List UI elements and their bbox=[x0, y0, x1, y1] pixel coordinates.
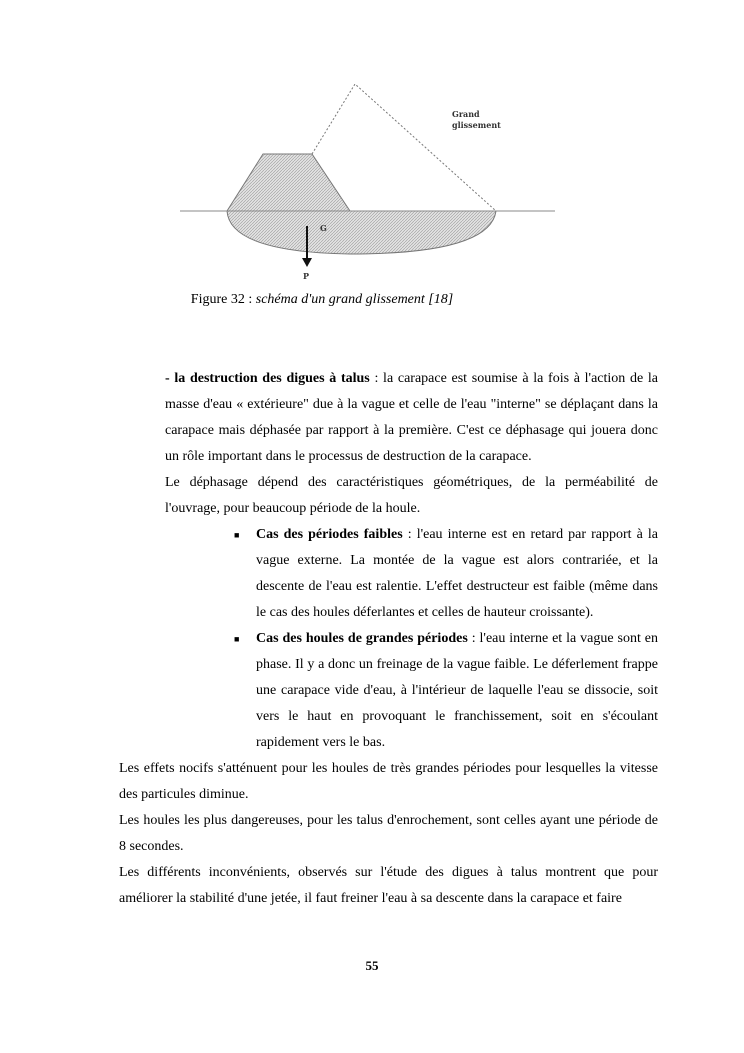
page-number: 55 bbox=[365, 958, 379, 973]
bullet-text: : l'eau interne est en retard par rapport à la vague externe. La montée de la vague est alors contrariée, et la descente de l'eau est ralentie. L'effet destructeur est faible (même dans le cas des houles déferlantes et celles de hauteur croissante). bbox=[256, 527, 658, 620]
bullet-square-icon bbox=[234, 522, 239, 548]
slide-diagram bbox=[150, 74, 570, 288]
paragraph: Les différents inconvénients, observés sur l'étude des digues à talus montrent que pour améliorer la stabilité d'une jetée, il faut freiner l'eau à sa descente dans la carapace et faire bbox=[119, 865, 658, 906]
grand-glissement-diagram bbox=[150, 74, 570, 288]
breakwater-section bbox=[227, 154, 350, 211]
paragraph: Les effets nocifs s'atténuent pour les houles de très grandes périodes pour lesquelles la vitesse des particules diminue. bbox=[119, 761, 658, 802]
phase-paragraph: Le déphasage dépend des caractéristiques géométriques, de la perméabilité de l'ouvrage, pour beaucoup période de la houle. bbox=[165, 475, 658, 516]
body-text bbox=[0, 366, 744, 912]
bullet-item bbox=[256, 522, 658, 626]
weight-arrowhead bbox=[302, 258, 312, 267]
bullet-square-icon bbox=[234, 626, 239, 652]
bullet-text: : l'eau interne et la vague sont en phase. Il y a donc un freinage de la vague faible. Le déferlement frappe une carapace vide d'eau, à l'intérieur de laquelle l'eau se dissocie, soit vers le haut en provoquant le franchissement, soit en s'écoulant rapidement vers le bas. bbox=[256, 631, 658, 750]
bullet-title: Cas des houles de grandes périodes bbox=[256, 631, 468, 646]
caption-title: schéma d'un grand glissement [18] bbox=[255, 292, 454, 307]
bullet-item bbox=[256, 626, 658, 756]
intro-paragraph bbox=[165, 366, 658, 470]
paragraph: Les houles les plus dangereuses, pour les talus d'enrochement, sont celles ayant une période de 8 secondes. bbox=[119, 813, 658, 854]
figure-caption bbox=[0, 292, 744, 308]
label-g: G bbox=[320, 223, 327, 233]
label-glissement: glissement bbox=[452, 120, 501, 130]
slide-envelope bbox=[312, 84, 496, 211]
caption-prefix: Figure 32 : bbox=[190, 292, 256, 307]
section-heading: - la destruction des digues à talus bbox=[165, 371, 370, 386]
slip-arc bbox=[227, 211, 496, 254]
label-p: P bbox=[303, 271, 310, 281]
bullet-title: Cas des périodes faibles bbox=[256, 527, 403, 542]
label-grand: Grand bbox=[452, 109, 480, 119]
intro-text: : la carapace est soumise à la fois à l'action de la masse d'eau « extérieure" due à la vague et celle de l'eau "interne" se déplaçant dans la carapace mais déphasée par rapport à la première. C'est ce déphasage qui jouera donc un rôle important dans le processus de destruction de la carapace. bbox=[165, 371, 658, 464]
